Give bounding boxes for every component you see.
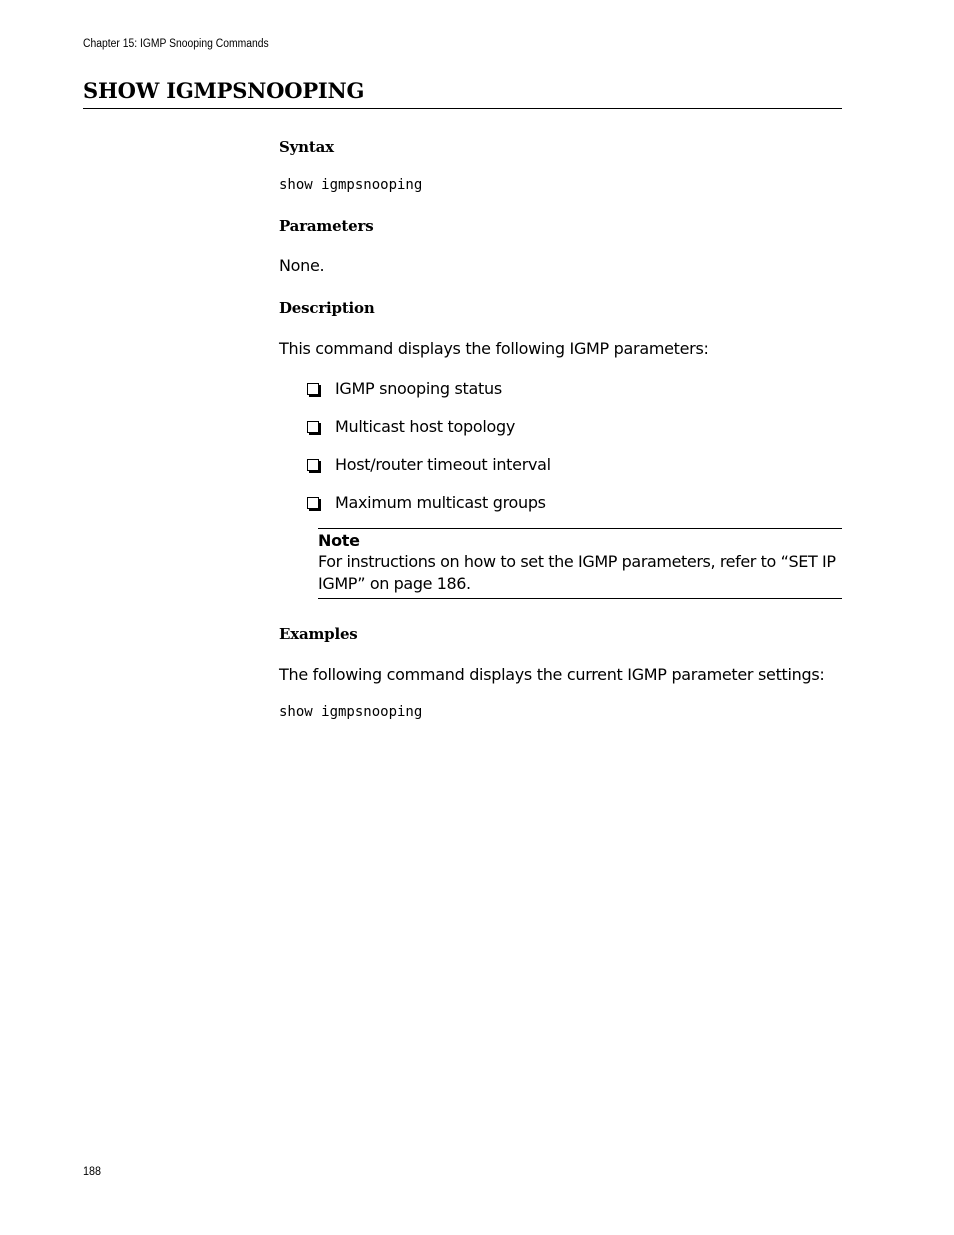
- list-item: [279, 378, 842, 416]
- list-item: [279, 454, 842, 492]
- list-item: [279, 492, 842, 530]
- note-text: For instructions on how to set the IGMP parameters, refer to “SET IP IGMP” on page 186.: [318, 552, 836, 593]
- syntax-command: show igmpsnooping: [279, 177, 423, 193]
- list-item-text: Maximum multicast groups: [335, 493, 546, 512]
- list-item-text: Host/router timeout interval: [335, 455, 551, 474]
- list-item-text: IGMP snooping status: [335, 379, 502, 398]
- note-label: Note: [318, 531, 360, 550]
- parameters-text: None.: [279, 256, 325, 275]
- parameters-heading: Parameters: [279, 217, 374, 235]
- content-body: [279, 136, 842, 722]
- checkbox-bullet-icon: [307, 383, 319, 395]
- list-item-text: Multicast host topology: [335, 417, 515, 436]
- checkbox-bullet-icon: [307, 421, 319, 433]
- checkbox-bullet-icon: [307, 459, 319, 471]
- examples-heading: Examples: [279, 625, 358, 643]
- syntax-heading: Syntax: [279, 138, 334, 156]
- example-command: show igmpsnooping: [279, 704, 423, 720]
- description-heading: Description: [279, 299, 375, 317]
- checkbox-bullet-icon: [307, 497, 319, 509]
- description-intro: This command displays the following IGMP parameters:: [279, 339, 709, 358]
- page-number: 188: [83, 1164, 102, 1178]
- list-item: [279, 416, 842, 454]
- examples-intro: The following command displays the current IGMP parameter settings:: [279, 665, 825, 684]
- note-box: [318, 528, 842, 599]
- page-title: SHOW IGMPSNOOPING: [83, 78, 842, 109]
- parameter-list: [279, 378, 842, 530]
- running-header: Chapter 15: IGMP Snooping Commands: [83, 38, 269, 50]
